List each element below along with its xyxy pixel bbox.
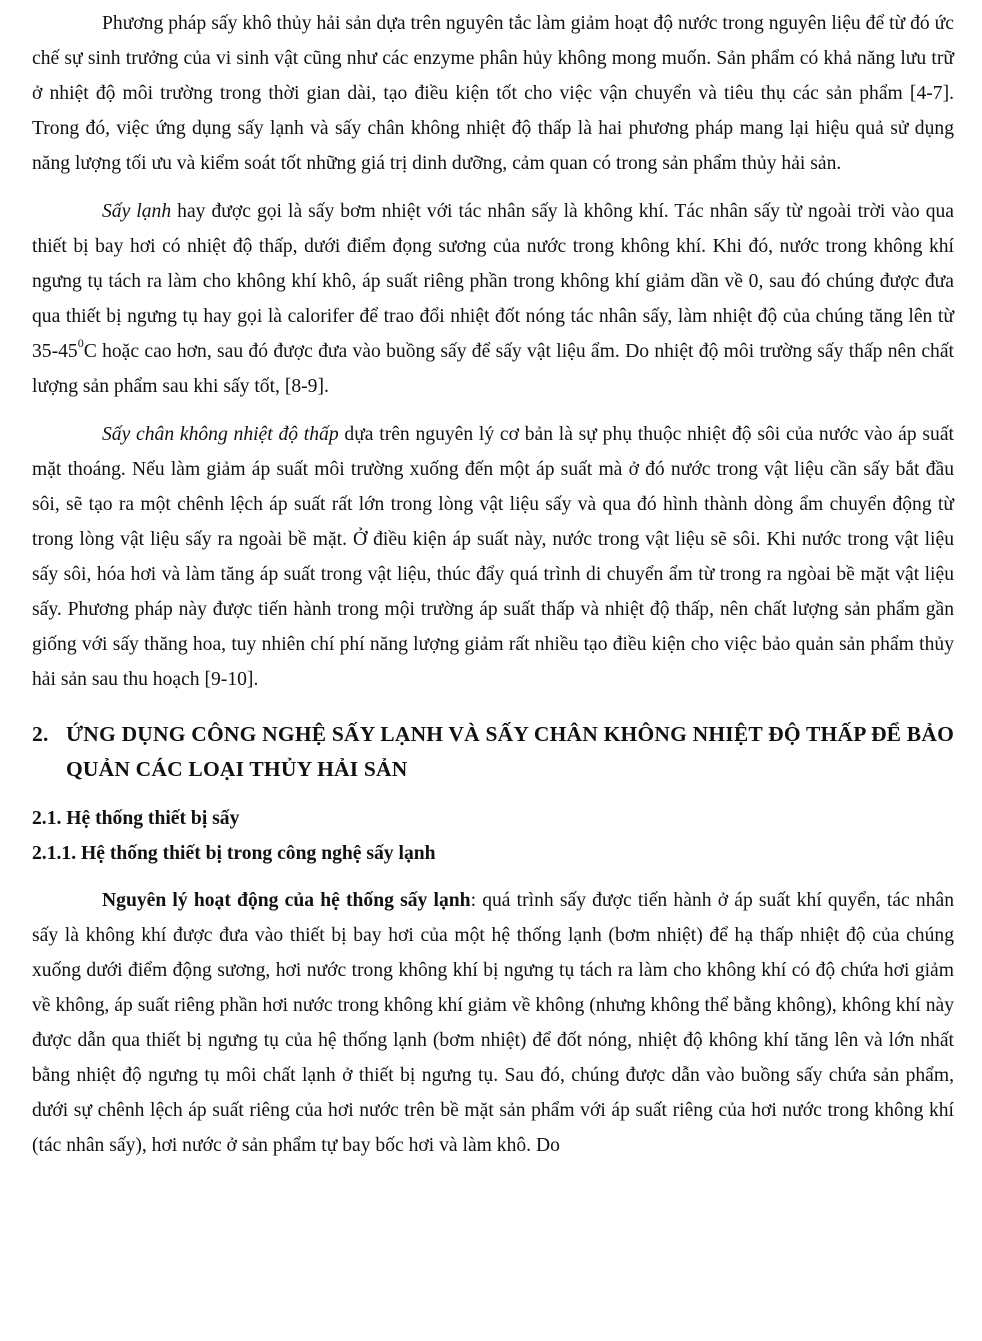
paragraph-operating-principle-text: : quá trình sấy được tiến hành ở áp suất khí quyển, tác nhân sấy là không khí được đưa vào thiết bị bay hơi của một hệ thống lạnh (bơm nhiệt) để hạ thấp nhiệt độ của chúng xuống dưới điểm động sương, hơi nước trong không khí bị ngưng tụ tách ra làm cho không khí có độ chứa hơi giảm về không, áp suất riêng phần hơi nước trong không khí giảm về không (nhưng không thể bằng không), không khí này được dẫn qua thiết bị ngưng tụ của hệ thống lạnh (bơm nhiệt) để đốt nóng, nhiệt độ không khí tăng lên và lớn nhất bằng nhiệt độ ngưng tụ môi chất lạnh ở thiết bị ngưng tụ. Sau đó, chúng được dẫn vào buồng sấy chứa sản phẩm, dưới sự chênh lệch áp suất riêng của hơi nước trên bề mặt sản phẩm với áp suất riêng của hơi nước trong không khí (tác nhân sấy), hơi nước ở sản phẩm tự bay bốc hơi và làm khô. Do xyxy=(32,890,954,1156)
term-vacuum-drying: Sấy chân không nhiệt độ thấp xyxy=(102,424,339,445)
paragraph-cold-drying-text-a: hay được gọi là sấy bơm nhiệt với tác nhân sấy là không khí. Tác nhân sấy từ ngoài trời vào qua thiết bị bay hơi có nhiệt độ thấp, dưới điểm đọng sương của nước trong không khí. Khi đó, nước trong không khí ngưng tụ tách ra làm cho không khí khô, áp suất riêng phần trong không khí giảm dần về 0, sau đó chúng được đưa qua thiết bị ngưng tụ hay gọi là calorifer để trao đổi nhiệt đốt nóng tác nhân sấy, làm nhiệt độ của chúng tăng lên từ 35-45 xyxy=(32,201,954,362)
term-cold-drying: Sấy lạnh xyxy=(102,201,172,222)
degree-superscript: 0 xyxy=(77,336,84,351)
section-heading-2 xyxy=(32,717,954,787)
paragraph-vacuum-drying xyxy=(32,417,954,697)
subsection-heading-2-1-1: 2.1.1. Hệ thống thiết bị trong công nghệ sấy lạnh xyxy=(32,843,436,864)
paragraph-operating-principle xyxy=(32,883,954,1163)
section-number: 2. xyxy=(32,722,49,746)
paragraph-cold-drying xyxy=(32,194,954,404)
paragraph-vacuum-drying-text: dựa trên nguyên lý cơ bản là sự phụ thuộc nhiệt độ sôi của nước vào áp suất mặt thoáng. Nếu làm giảm áp suất môi trường xuống đến một áp suất mà ở đó nước trong vật liệu cần sấy bắt đầu sôi, sẽ tạo ra một chênh lệch áp suất rất lớn trong lòng vật liệu sấy và qua đó hình thành dòng ẩm chuyển động từ trong lòng vật liệu sấy ra ngoài bề mặt. Ở điều kiện áp suất này, nước trong vật liệu sẽ sôi. Khi nước trong vật liệu sấy sôi, hóa hơi và làm tăng áp suất trong vật liệu, thúc đẩy quá trình di chuyển ẩm từ trong ra ngòai bề mặt vật liệu sấy. Phương pháp này được tiến hành trong mội trường áp suất thấp và nhiệt độ thấp, nên chất lượng sản phẩm gần giống với sấy thăng hoa, tuy nhiên chí phí năng lượng giảm rất nhiều tạo điều kiện cho việc bảo quản sản phẩm thủy hải sản sau thu hoạch [9-10]. xyxy=(32,424,954,690)
paragraph-intro: Phương pháp sấy khô thủy hải sản dựa trên nguyên tắc làm giảm hoạt độ nước trong nguyên liệu để từ đó ức chế sự sinh trưởng của vi sinh vật cũng như các enzyme phân hủy không mong muốn. Sản phẩm có khả năng lưu trữ ở nhiệt độ môi trường trong thời gian dài, tạo điều kiện tốt cho việc vận chuyển và tiêu thụ các sản phẩm [4-7]. Trong đó, việc ứng dụng sấy lạnh và sấy chân không nhiệt độ thấp là hai phương pháp mang lại hiệu quả sử dụng năng lượng tối ưu và kiểm soát tốt những giá trị dinh dưỡng, cảm quan có trong sản phẩm thủy hải sản. xyxy=(32,13,954,174)
term-operating-principle: Nguyên lý hoạt động của hệ thống sấy lạnh xyxy=(102,890,471,911)
paragraph-cold-drying-text-b: C hoặc cao hơn, sau đó được đưa vào buồng sấy để sấy vật liệu ẩm. Do nhiệt độ môi trường sấy thấp nên chất lượng sản phẩm sau khi sấy tốt, [8-9]. xyxy=(32,341,954,397)
subsection-heading-2-1: 2.1. Hệ thống thiết bị sấy xyxy=(32,808,240,829)
section-title: ỨNG DỤNG CÔNG NGHỆ SẤY LẠNH VÀ SẤY CHÂN KHÔNG NHIỆT ĐỘ THẤP ĐỂ BẢO QUẢN CÁC LOẠI THỦY HẢI SẢN xyxy=(66,722,954,781)
document-page xyxy=(32,6,954,1163)
